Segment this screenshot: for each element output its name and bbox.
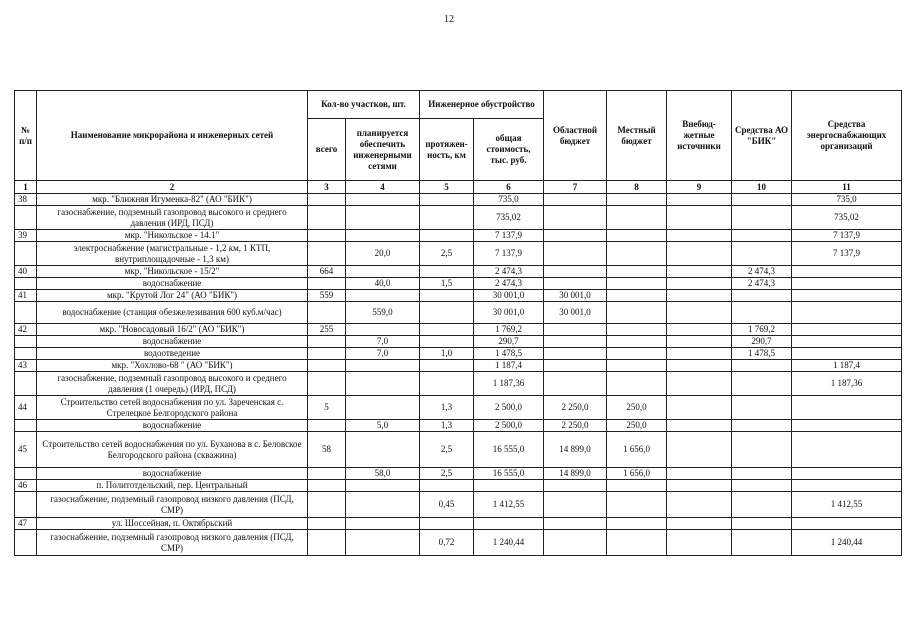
row-number: 38 <box>15 194 37 206</box>
row-bik <box>732 396 792 420</box>
row-cost <box>474 480 544 492</box>
column-number: 4 <box>346 181 420 194</box>
row-total: 58 <box>308 432 346 468</box>
row-local <box>607 266 667 278</box>
row-bik <box>732 242 792 266</box>
row-name: Строительство сетей водоснабжения по ул. Зареченская с. Стрелецкое Белгородского района <box>37 396 308 420</box>
row-regional <box>544 242 607 266</box>
header-number: № п/п <box>15 91 37 181</box>
row-extra <box>667 432 732 468</box>
row-planned <box>346 324 420 336</box>
row-cost: 2 474,3 <box>474 278 544 290</box>
table-row <box>15 194 902 206</box>
table-row <box>15 290 902 302</box>
row-length: 2,5 <box>420 468 474 480</box>
row-bik <box>732 518 792 530</box>
row-cost: 16 555,0 <box>474 432 544 468</box>
row-name: водоснабжение <box>37 468 308 480</box>
row-extra <box>667 468 732 480</box>
row-length: 2,5 <box>420 432 474 468</box>
row-local <box>607 480 667 492</box>
row-length <box>420 302 474 324</box>
header-bik-funds: Средства АО "БИК" <box>732 91 792 181</box>
row-local <box>607 194 667 206</box>
row-regional <box>544 194 607 206</box>
row-name: мкр. "Никольское - 15/2" <box>37 266 308 278</box>
row-energy: 7 137,9 <box>792 242 902 266</box>
row-local <box>607 336 667 348</box>
row-length <box>420 206 474 230</box>
row-energy <box>792 480 902 492</box>
row-regional <box>544 492 607 518</box>
table-row <box>15 480 902 492</box>
row-length <box>420 230 474 242</box>
table-row <box>15 336 902 348</box>
row-planned <box>346 518 420 530</box>
table-row <box>15 302 902 324</box>
row-bik <box>732 492 792 518</box>
header-regional-budget: Областной бюджет <box>544 91 607 181</box>
row-total <box>308 206 346 230</box>
row-cost: 1 240,44 <box>474 530 544 556</box>
row-cost: 1 478,5 <box>474 348 544 360</box>
row-cost: 1 412,55 <box>474 492 544 518</box>
row-number <box>15 530 37 556</box>
row-total <box>308 492 346 518</box>
row-number <box>15 278 37 290</box>
row-planned: 40,0 <box>346 278 420 290</box>
row-name: водоснабжение <box>37 278 308 290</box>
row-number: 40 <box>15 266 37 278</box>
row-local <box>607 360 667 372</box>
row-extra <box>667 242 732 266</box>
row-number <box>15 420 37 432</box>
row-bik: 1 769,2 <box>732 324 792 336</box>
row-planned <box>346 432 420 468</box>
row-bik <box>732 360 792 372</box>
row-total <box>308 336 346 348</box>
row-number: 39 <box>15 230 37 242</box>
row-total <box>308 372 346 396</box>
row-cost: 735,02 <box>474 206 544 230</box>
row-cost: 1 769,2 <box>474 324 544 336</box>
row-length: 1,3 <box>420 396 474 420</box>
row-length <box>420 194 474 206</box>
row-planned <box>346 492 420 518</box>
row-number <box>15 492 37 518</box>
header-total: всего <box>308 119 346 181</box>
row-number <box>15 302 37 324</box>
row-length <box>420 266 474 278</box>
row-energy <box>792 290 902 302</box>
header-count-group: Кол-во участков, шт. <box>308 91 420 119</box>
column-number: 9 <box>667 181 732 194</box>
table-row <box>15 420 902 432</box>
header-planned: планируется обеспечить инженерными сетями <box>346 119 420 181</box>
row-planned <box>346 360 420 372</box>
column-number: 10 <box>732 181 792 194</box>
row-local <box>607 324 667 336</box>
header-extra-budget: Внебюд-жетные источники <box>667 91 732 181</box>
table-body <box>15 194 902 556</box>
row-cost: 2 500,0 <box>474 420 544 432</box>
header-cost: общая стоимость, тыс. руб. <box>474 119 544 181</box>
row-energy <box>792 420 902 432</box>
table-row <box>15 206 902 230</box>
table-row <box>15 360 902 372</box>
row-energy: 7 137,9 <box>792 230 902 242</box>
row-number <box>15 242 37 266</box>
row-extra <box>667 348 732 360</box>
row-cost: 7 137,9 <box>474 242 544 266</box>
row-number: 41 <box>15 290 37 302</box>
table-row <box>15 518 902 530</box>
column-number: 7 <box>544 181 607 194</box>
table-row <box>15 278 902 290</box>
column-number: 11 <box>792 181 902 194</box>
row-bik <box>732 230 792 242</box>
row-name: водоснабжение <box>37 420 308 432</box>
row-total <box>308 242 346 266</box>
row-energy: 1 187,36 <box>792 372 902 396</box>
table-row <box>15 324 902 336</box>
row-total <box>308 194 346 206</box>
row-planned <box>346 290 420 302</box>
header-engineering-group: Инженерное обустройство <box>420 91 544 119</box>
row-name: водоотведение <box>37 348 308 360</box>
row-energy <box>792 278 902 290</box>
row-regional: 14 899,0 <box>544 468 607 480</box>
row-regional <box>544 324 607 336</box>
row-planned: 5,0 <box>346 420 420 432</box>
row-extra <box>667 278 732 290</box>
row-name: газоснабжение, подземный газопровод высокого и среднего давления (ИРД, ПСД) <box>37 206 308 230</box>
row-name: мкр. "Ближняя Игуменка-82" (АО "БИК") <box>37 194 308 206</box>
row-planned <box>346 396 420 420</box>
row-energy <box>792 302 902 324</box>
row-total <box>308 230 346 242</box>
row-total: 664 <box>308 266 346 278</box>
row-regional: 14 899,0 <box>544 432 607 468</box>
row-planned <box>346 480 420 492</box>
table-row <box>15 348 902 360</box>
row-name: мкр. "Крутой Лог 24" (АО "БИК") <box>37 290 308 302</box>
row-bik <box>732 372 792 396</box>
row-regional <box>544 266 607 278</box>
row-planned: 58,0 <box>346 468 420 480</box>
row-planned: 559,0 <box>346 302 420 324</box>
row-local <box>607 530 667 556</box>
row-number: 44 <box>15 396 37 420</box>
row-extra <box>667 290 732 302</box>
row-extra <box>667 266 732 278</box>
row-regional <box>544 206 607 230</box>
row-planned: 20,0 <box>346 242 420 266</box>
row-cost: 1 187,4 <box>474 360 544 372</box>
row-total <box>308 360 346 372</box>
row-regional: 2 250,0 <box>544 396 607 420</box>
table-row <box>15 492 902 518</box>
row-bik <box>732 290 792 302</box>
column-number-row <box>15 181 902 194</box>
row-planned <box>346 266 420 278</box>
row-energy: 735,0 <box>792 194 902 206</box>
row-regional <box>544 480 607 492</box>
row-bik: 1 478,5 <box>732 348 792 360</box>
row-name: водоснабжение <box>37 336 308 348</box>
column-number: 6 <box>474 181 544 194</box>
row-planned <box>346 530 420 556</box>
row-bik <box>732 302 792 324</box>
row-local <box>607 230 667 242</box>
table-row <box>15 468 902 480</box>
row-cost: 735,0 <box>474 194 544 206</box>
row-name: Строительство сетей водоснабжения по ул. Буханова в с. Беловское Белгородского района (скважина) <box>37 432 308 468</box>
row-total <box>308 518 346 530</box>
row-extra <box>667 336 732 348</box>
row-cost: 290,7 <box>474 336 544 348</box>
header-length: протяжен-ность, км <box>420 119 474 181</box>
table-row <box>15 372 902 396</box>
row-name: газоснабжение, подземный газопровод низкого давления (ПСД, СМР) <box>37 492 308 518</box>
row-name: электроснабжение (магистральные - 1,2 км, 1 КТП, внутриплощадочные - 1,3 км) <box>37 242 308 266</box>
row-local <box>607 290 667 302</box>
row-energy <box>792 396 902 420</box>
row-total <box>308 420 346 432</box>
row-length: 0,72 <box>420 530 474 556</box>
row-cost: 1 187,36 <box>474 372 544 396</box>
row-regional <box>544 360 607 372</box>
column-number: 1 <box>15 181 37 194</box>
row-extra <box>667 372 732 396</box>
row-energy <box>792 348 902 360</box>
row-length: 2,5 <box>420 242 474 266</box>
row-planned <box>346 230 420 242</box>
row-energy <box>792 336 902 348</box>
row-length: 1,3 <box>420 420 474 432</box>
row-total: 255 <box>308 324 346 336</box>
row-extra <box>667 396 732 420</box>
row-length <box>420 324 474 336</box>
row-number: 43 <box>15 360 37 372</box>
row-length <box>420 360 474 372</box>
row-local: 250,0 <box>607 396 667 420</box>
row-local <box>607 278 667 290</box>
row-number <box>15 348 37 360</box>
row-extra <box>667 206 732 230</box>
row-bik <box>732 420 792 432</box>
row-regional <box>544 518 607 530</box>
row-planned: 7,0 <box>346 336 420 348</box>
row-local <box>607 348 667 360</box>
column-number: 8 <box>607 181 667 194</box>
row-energy: 1 240,44 <box>792 530 902 556</box>
row-bik <box>732 468 792 480</box>
row-extra <box>667 492 732 518</box>
header-energy-funds: Средства энергоснабжающих организаций <box>792 91 902 181</box>
row-energy: 735,02 <box>792 206 902 230</box>
row-total: 5 <box>308 396 346 420</box>
row-number: 42 <box>15 324 37 336</box>
row-local <box>607 492 667 518</box>
table-row <box>15 242 902 266</box>
row-bik <box>732 480 792 492</box>
row-regional <box>544 348 607 360</box>
row-number <box>15 372 37 396</box>
row-cost: 7 137,9 <box>474 230 544 242</box>
row-energy: 1 412,55 <box>792 492 902 518</box>
row-regional <box>544 336 607 348</box>
table-row <box>15 396 902 420</box>
row-regional: 30 001,0 <box>544 290 607 302</box>
header-name: Наименование микрорайона и инженерных сетей <box>37 91 308 181</box>
row-local <box>607 206 667 230</box>
row-local <box>607 242 667 266</box>
row-name: мкр. "Хохлово-68 " (АО "БИК") <box>37 360 308 372</box>
row-name: водоснабжение (станция обезжелезивания 600 куб.м/час) <box>37 302 308 324</box>
row-bik <box>732 432 792 468</box>
row-extra <box>667 230 732 242</box>
row-name: мкр. "Новосадовый 16/2" (АО "БИК") <box>37 324 308 336</box>
row-energy: 1 187,4 <box>792 360 902 372</box>
row-total <box>308 278 346 290</box>
table-row <box>15 266 902 278</box>
row-name: мкр. "Никольское - 14.1" <box>37 230 308 242</box>
column-number: 5 <box>420 181 474 194</box>
row-regional <box>544 230 607 242</box>
row-number: 47 <box>15 518 37 530</box>
row-regional: 30 001,0 <box>544 302 607 324</box>
row-planned <box>346 194 420 206</box>
row-local <box>607 302 667 324</box>
row-total <box>308 302 346 324</box>
row-planned <box>346 372 420 396</box>
row-length <box>420 480 474 492</box>
row-local: 250,0 <box>607 420 667 432</box>
row-bik: 290,7 <box>732 336 792 348</box>
row-bik <box>732 206 792 230</box>
row-bik <box>732 530 792 556</box>
row-bik <box>732 194 792 206</box>
row-extra <box>667 324 732 336</box>
row-regional <box>544 530 607 556</box>
row-length <box>420 518 474 530</box>
row-local <box>607 518 667 530</box>
row-energy <box>792 324 902 336</box>
row-name: газоснабжение, подземный газопровод высокого и среднего давления (1 очередь) (ИРД, ПСД) <box>37 372 308 396</box>
row-local: 1 656,0 <box>607 432 667 468</box>
row-name: п. Политотдельский, пер. Центральный <box>37 480 308 492</box>
row-planned <box>346 206 420 230</box>
row-local <box>607 372 667 396</box>
row-length <box>420 336 474 348</box>
row-extra <box>667 360 732 372</box>
table-row <box>15 432 902 468</box>
row-number <box>15 206 37 230</box>
column-number: 2 <box>37 181 308 194</box>
row-extra <box>667 480 732 492</box>
row-number <box>15 468 37 480</box>
row-local: 1 656,0 <box>607 468 667 480</box>
row-energy <box>792 266 902 278</box>
row-extra <box>667 194 732 206</box>
page-number: 12 <box>444 14 454 25</box>
row-number: 45 <box>15 432 37 468</box>
engineering-networks-table <box>14 90 902 556</box>
row-planned: 7,0 <box>346 348 420 360</box>
row-number: 46 <box>15 480 37 492</box>
row-extra <box>667 518 732 530</box>
row-total <box>308 480 346 492</box>
row-extra <box>667 420 732 432</box>
row-extra <box>667 302 732 324</box>
row-name: ул. Шоссейная, п. Октябрьский <box>37 518 308 530</box>
row-extra <box>667 530 732 556</box>
row-number <box>15 336 37 348</box>
row-cost: 30 001,0 <box>474 290 544 302</box>
row-total <box>308 468 346 480</box>
row-cost: 30 001,0 <box>474 302 544 324</box>
row-bik: 2 474,3 <box>732 266 792 278</box>
row-regional: 2 250,0 <box>544 420 607 432</box>
row-length: 0,45 <box>420 492 474 518</box>
row-energy <box>792 432 902 468</box>
row-bik: 2 474,3 <box>732 278 792 290</box>
row-length: 1,0 <box>420 348 474 360</box>
row-energy <box>792 518 902 530</box>
row-regional <box>544 372 607 396</box>
row-length <box>420 372 474 396</box>
table-row <box>15 530 902 556</box>
row-regional <box>544 278 607 290</box>
row-length <box>420 290 474 302</box>
table-row <box>15 230 902 242</box>
row-name: газоснабжение, подземный газопровод низкого давления (ПСД, СМР) <box>37 530 308 556</box>
column-number: 3 <box>308 181 346 194</box>
row-cost: 2 474,3 <box>474 266 544 278</box>
row-total <box>308 348 346 360</box>
row-cost: 16 555,0 <box>474 468 544 480</box>
row-cost: 2 500,0 <box>474 396 544 420</box>
row-cost <box>474 518 544 530</box>
row-energy <box>792 468 902 480</box>
row-total: 559 <box>308 290 346 302</box>
header-local-budget: Местный бюджет <box>607 91 667 181</box>
row-length: 1,5 <box>420 278 474 290</box>
row-total <box>308 530 346 556</box>
